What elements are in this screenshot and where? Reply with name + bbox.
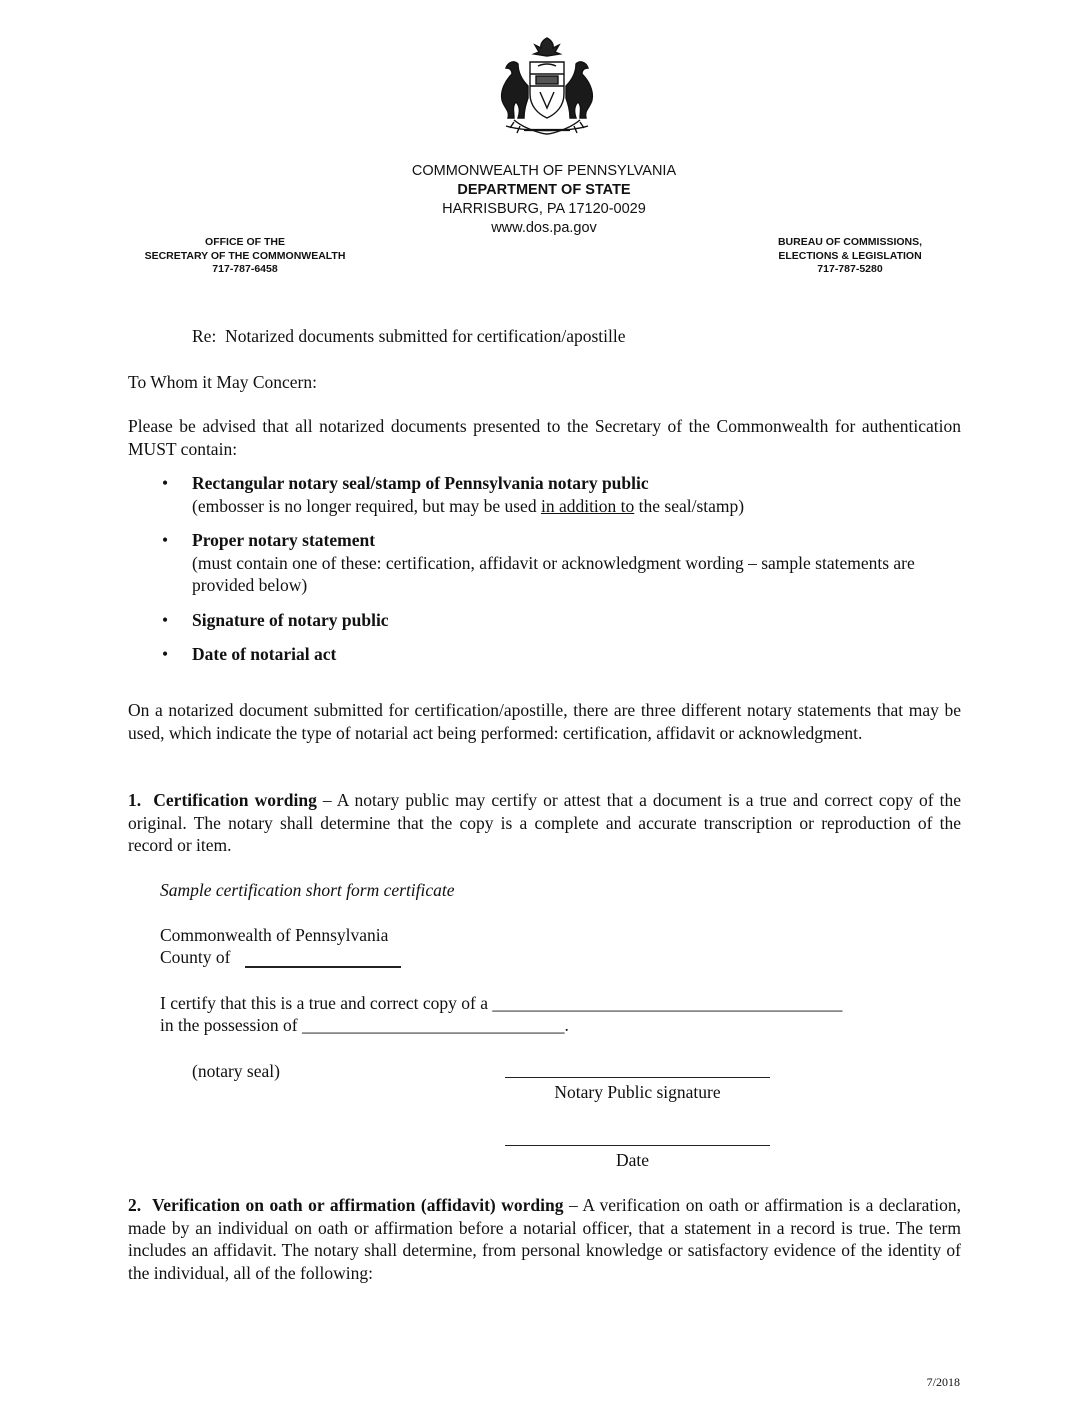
left-office-block: [120, 236, 370, 277]
list-item: [162, 643, 942, 667]
bullet-title: Signature of notary public: [192, 610, 389, 630]
pennsylvania-coat-of-arms-icon: [484, 34, 610, 140]
bullet-detail: (embosser is no longer required, but may be used in addition to the seal/stamp): [192, 495, 745, 516]
certify-line-1: I certify that this is a true and correct copy of a ________________________________________: [160, 993, 843, 1013]
signature-label: Notary Public signature: [554, 1082, 721, 1102]
bullet-icon: •: [162, 530, 169, 550]
section-1-number: 1.: [128, 790, 142, 810]
right-office-phone: 717-787-5280: [817, 263, 883, 275]
header-website[interactable]: www.dos.pa.gov: [491, 220, 597, 236]
section-1-title: Certification wording: [153, 790, 317, 810]
left-office-line-1: OFFICE OF THE: [205, 236, 285, 248]
section-2-title: Verification on oath or affirmation (affidavit) wording: [152, 1195, 564, 1215]
section-2-number: 2.: [128, 1195, 142, 1215]
bullet-icon: •: [162, 610, 169, 630]
intro-paragraph: Please be advised that all notarized documents presented to the Secretary of the Commonwealth for authentication MUST contain:: [128, 416, 961, 459]
certify-line-2: in the possession of ______________________________.: [160, 1015, 569, 1035]
salutation: To Whom it May Concern:: [128, 372, 317, 392]
sample-title: Sample certification short form certificate: [160, 880, 455, 900]
section-2-body: – A verification on oath or affirmation is a declaration, made by an individual on oath or affirmation before a notarial officer, that a statement in a record is true. The term includes an affidavit. The notary shall determine, from personal knowledge or satisfactory evidence of the identity of the individual, all of the following:: [128, 1195, 961, 1283]
signature-line: [505, 1077, 770, 1078]
bullet-title: Proper notary statement: [192, 530, 376, 550]
list-item: [162, 472, 942, 518]
section-1-body: – A notary public may certify or attest that a document is a true and correct copy of the original. The notary shall determine that the copy is a complete and accurate transcription or reproduction of the record or item.: [128, 790, 961, 855]
section-2-paragraph: [128, 1194, 961, 1284]
revision-date: 7/2018: [926, 1375, 960, 1389]
left-office-phone: 717-787-6458: [212, 263, 278, 275]
right-office-line-2: ELECTIONS & LEGISLATION: [778, 249, 922, 262]
bullet-title: Date of notarial act: [192, 644, 337, 664]
notary-types-paragraph: On a notarized document submitted for certification/apostille, there are three different notary statements that may be used, which indicate the type of notarial act being performed: certification, affidavit or acknowledgment.: [128, 700, 961, 743]
header-address: HARRISBURG, PA 17120-0029: [442, 201, 646, 217]
sample-state: Commonwealth of Pennsylvania: [160, 925, 389, 945]
header-department: DEPARTMENT OF STATE: [457, 182, 631, 198]
notary-seal-label: (notary seal): [192, 1061, 280, 1081]
right-office-line-1: BUREAU OF COMMISSIONS,: [777, 236, 923, 248]
bullet-detail: (must contain one of these: certification, affidavit or acknowledgment wording – sample statements are provided below): [192, 552, 915, 595]
sample-county: County of: [160, 947, 235, 967]
re-line: Re: Notarized documents submitted for certification/apostille: [192, 326, 626, 346]
list-item: [162, 609, 942, 633]
bullet-title: Rectangular notary seal/stamp of Pennsylvania notary public: [192, 473, 649, 493]
list-item: [162, 529, 942, 597]
date-line: [505, 1145, 770, 1146]
county-blank-line: [245, 966, 401, 968]
header-commonwealth: COMMONWEALTH OF PENNSYLVANIA: [411, 163, 677, 179]
section-1-paragraph: [128, 789, 961, 857]
bullet-icon: •: [162, 644, 169, 664]
date-label: Date: [615, 1150, 650, 1170]
left-office-line-2: SECRETARY OF THE COMMONWEALTH: [144, 249, 346, 262]
bullet-icon: •: [162, 473, 169, 493]
right-office-block: [730, 236, 970, 277]
